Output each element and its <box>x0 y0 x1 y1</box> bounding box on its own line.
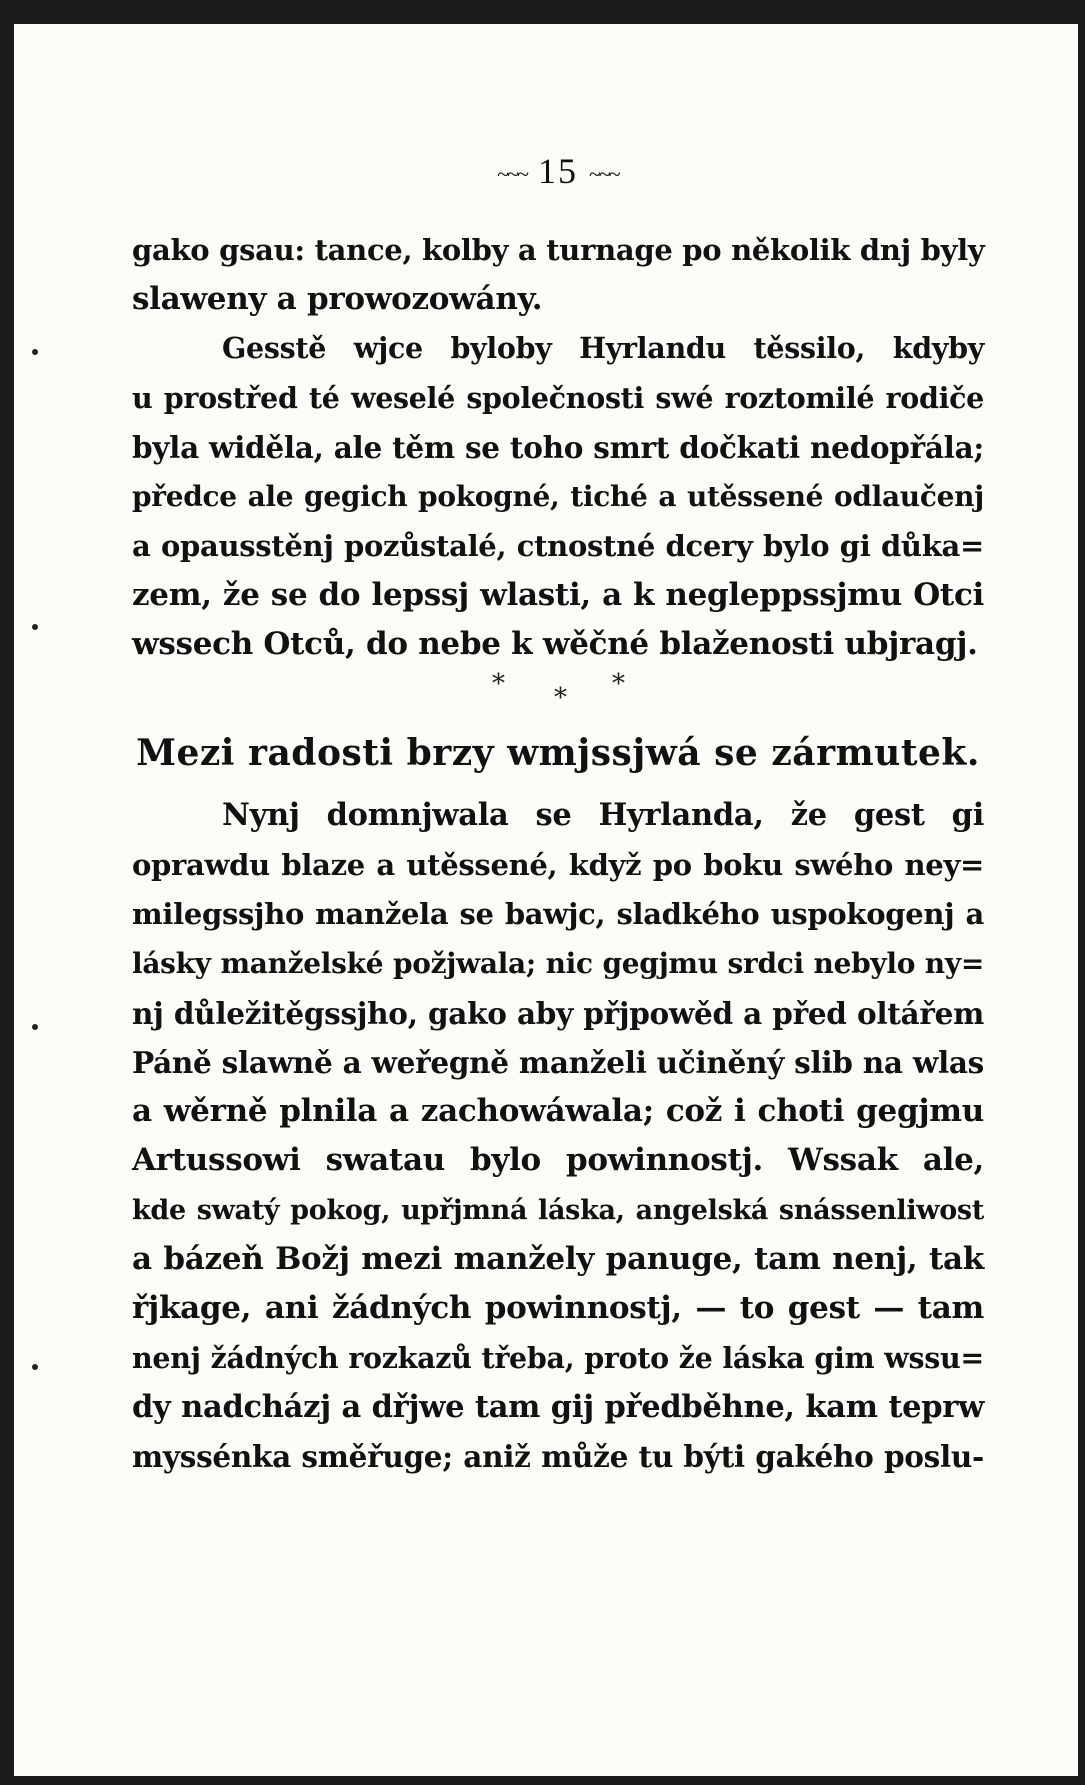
text-line: wssech Otců, do nebe k wěčné blaženosti ubjragj. <box>132 626 978 663</box>
text-line: u prostřed té weselé společnosti swé roztomilé rodiče <box>132 380 984 415</box>
text-line: myssénka směřuge; aniž může tu býti gakého poslu- <box>132 1439 984 1475</box>
book-page <box>14 24 1078 1776</box>
text-line: Nynj domnjwala se Hyrlanda, že gest gi <box>222 797 984 834</box>
page-edge-mark <box>32 624 38 630</box>
page-content <box>132 146 984 1482</box>
paragraph-1 <box>132 226 984 670</box>
text-line: Gesstě wjce byloby Hyrlandu těssilo, kdyby <box>222 331 984 366</box>
section-separator <box>132 669 984 721</box>
separator-star: * <box>554 683 567 714</box>
page-edge-mark <box>32 1024 38 1030</box>
text-line: a bázeň Božj mezi manžely panuge, tam nenj, tak <box>132 1241 984 1278</box>
separator-star: * <box>612 669 625 700</box>
text-line: a opausstěnj pozůstalé, ctnostné dcery bylo gi důka= <box>132 528 984 563</box>
text-line: byla widěla, ale těm se toho smrt dočkati nedopřála; <box>132 429 984 465</box>
text-line: oprawdu blaze a utěssené, když po boku swého ney= <box>132 847 984 882</box>
text-line: řjkage, ani žádných powinnostj, — to gest — tam <box>132 1290 984 1327</box>
text-line: gako gsau: tance, kolby a turnage po několik dnj byly <box>132 232 985 267</box>
header-tilde-left: ~~~ <box>497 161 527 187</box>
text-line: Páně slawně a weřegně manželi učiněný slib na wlas <box>132 1044 984 1080</box>
text-line: dy nadcházj a dřjwe tam gij předběhne, kam teprw <box>132 1388 984 1425</box>
text-line: milegssjho manžela se bawjc, sladkého uspokogenj a <box>132 897 984 931</box>
page-number: 15 <box>538 151 578 191</box>
paragraph-2 <box>132 791 984 1481</box>
text-line: nj důležitěgssjho, gako aby přjpowěd a před oltářem <box>132 995 984 1031</box>
section-heading: Mezi radosti brzy wmjssjwá se zármutek. <box>136 732 980 775</box>
text-line: Artussowi swatau bylo powinnostj. Wssak ale, <box>132 1142 984 1179</box>
text-line: zem, že se do lepssj wlasti, a k negleppssjmu Otci <box>132 576 984 613</box>
header-tilde-right: ~~~ <box>589 161 619 187</box>
page-edge-mark <box>32 1364 38 1370</box>
text-line: nenj žádných rozkazů třeba, proto že láska gim wssu= <box>132 1340 984 1375</box>
page-edge-mark <box>32 349 38 355</box>
separator-star: * <box>492 669 505 700</box>
text-line: lásky manželské požjwala; nic gegjmu srdci nebylo ny= <box>132 947 984 981</box>
text-line: kde swatý pokog, upřjmná láska, angelská snássenliwost <box>132 1194 984 1226</box>
text-line: slaweny a prowozowány. <box>132 281 543 318</box>
text-line: a wěrně plnila a zachowáwala; což i choti gegjmu <box>132 1093 984 1130</box>
page-header <box>132 146 984 200</box>
text-line: předce ale gegich pokogné, tiché a utěssené odlaučenj <box>132 480 984 514</box>
